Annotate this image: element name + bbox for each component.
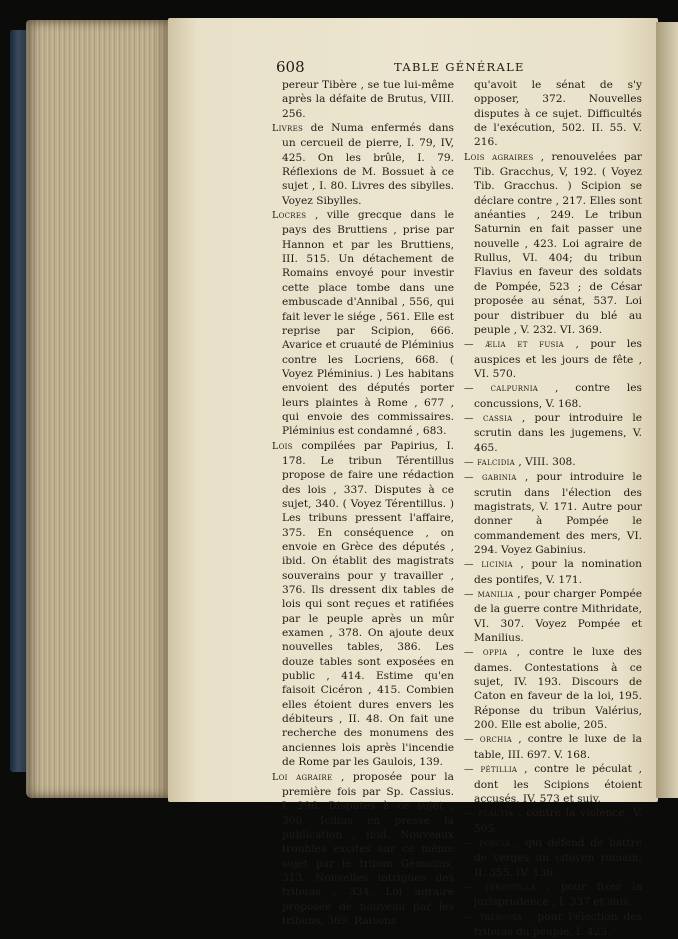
index-entry-heading: Loi agraire [272, 771, 333, 783]
index-entry-heading: — cassia [464, 412, 513, 424]
index-entry [464, 455, 642, 470]
index-entry-text: qu'avoit le sénat de s'y opposer, 372. Nouvelles disputes à ce sujet. Difficultés de l'exécution, 502. II. 55. V. 216. [474, 79, 642, 149]
index-entry-text: , pour les auspices et les jours de fête , VI. 570. [474, 338, 642, 380]
index-entry-text: , contre le luxe de la table, III. 697. V. 168. [474, 733, 642, 761]
index-entry-heading: — gabinia [464, 472, 517, 484]
index-entry [272, 439, 454, 770]
index-entry-heading: — falcidia [464, 456, 516, 468]
index-entry-text: , pour introduire le scrutin dans les jugemens, V. 465. [474, 411, 643, 454]
index-entry-text: , contre le luxe des dames. Contestations à ce sujet, IV. 193. Discours de Caton en faveur de la loi, 195. Réponse du tribun Valérius, 200. Elle est abolie, 205. [474, 646, 642, 732]
index-entry-heading: Livres [272, 123, 304, 135]
index-entry-text: , pour l'élection des tribuns du peuple, I. 423. [474, 910, 642, 938]
index-entry [464, 78, 642, 150]
index-entry [272, 770, 454, 929]
index-entry-text: , proposée pour la première fois par Sp. Cassius. I. 296. Disputes à ce sujet , 300. Icilius en presse la publication , ibid. Nouveaux troubles excités sur ce même sujet par le tribun Génucius, 313. Nouvelles intrigues des tribuns , 334. Loi agraire proposée de nouveau par les tribuns, 369. Raisons [282, 770, 454, 927]
page-fore-edge [26, 20, 171, 798]
index-entry [464, 880, 642, 910]
index-entry-text: , pour charger Pompée de la guerre contre Mithridate, VI. 307. Voyez Pompée et Manilius. [474, 588, 642, 645]
index-entry [464, 557, 642, 587]
index-entry [464, 150, 642, 337]
index-column-right [464, 78, 642, 939]
index-entry-text: , contre la violence, V. 505. [474, 807, 642, 835]
index-entry [464, 762, 642, 806]
index-entry-heading: — térentilla [464, 881, 536, 893]
index-entry-heading: — oppia [464, 647, 508, 659]
page-number: 608 [276, 58, 305, 76]
index-entry-text: , qui défend de battre de verges un citoyen romain, II. 355. IV. 136. [474, 836, 642, 879]
facing-page-edge [656, 22, 678, 798]
index-entry [464, 411, 642, 455]
index-entry-heading: — ælia et fusia [464, 339, 565, 351]
index-entry [464, 910, 642, 939]
index-entry-heading: Lois [272, 440, 293, 452]
index-entry-heading: — plautia [464, 808, 514, 820]
index-entry-text: , renouvelées par Tib. Gracchus, V, 192. ( Voyez Tib. Gracchus. ) Scipion se déclare contre , 217. Elles sont anéanties , 249. Le tribun Saturnin en fait passer une nouvelle , 423. Loi agraire de Rullus, VI. 404; du tribun Flavius en faveur des soldats de Pompée, 523 ; de César proposée au sénat, 537. Loi pour distribuer du blé au peuple , V. 232. VI. 369. [474, 150, 642, 336]
index-entry-text: , pour la nomination des pontifes, V. 171. [474, 558, 643, 586]
index-entry [464, 381, 642, 411]
index-entry [464, 337, 642, 381]
index-entry-heading: Locres [272, 210, 307, 222]
index-entry [464, 587, 642, 645]
index-entry-text: , ville grecque dans le pays des Bruttiens , prise par Hannon et par les Bruttiens, III. 515. Un détachement de Romains envoyé pour investir cette place tombe dans une embuscade d'Annibal , 556, qui fait lever le siége , 561. Elle est reprise par Scipion, 666. Avarice et cruauté de Pléminius contre les Locriens, 668. ( Voyez Pléminius. ) Les habitans envoient des députés porter leurs plaintes à Rome , 677 , qui envoie des commissaires. Pléminius est condamné , 683. [282, 209, 454, 438]
index-entry [464, 836, 642, 880]
index-entry [464, 470, 642, 557]
index-entry [272, 121, 454, 208]
index-column-left [272, 78, 454, 928]
index-entry-heading: — calpurnia [464, 383, 539, 395]
index-entry [464, 732, 642, 762]
index-entry-text: , pour fixer la jurisprudence , I. 337 et suiv. [474, 880, 642, 909]
index-entry-text: , VIII. 308. [518, 455, 576, 468]
index-entry-text: pereur Tibère , se tue lui-même après la défaite de Brutus, VIII. 256. [282, 79, 454, 120]
index-entry-text: , pour introduire le scrutin dans l'élection des magistrats, V. 171. Autre pour donner à Pompée le commandement des mers, VI. 294. Voyez Gabinius. [474, 471, 642, 556]
index-entry-heading: — pétillia [464, 764, 518, 776]
running-head: TABLE GÉNÉRALE [394, 60, 525, 74]
index-entry [272, 208, 454, 439]
index-entry [464, 645, 642, 732]
index-entry-heading: — manilia [464, 589, 514, 601]
index-entry [464, 806, 642, 836]
index-entry-heading: — porcia [464, 837, 511, 849]
index-entry-heading: Lois agraires [464, 151, 534, 163]
index-entry [272, 78, 454, 121]
index-entry-text: , contre le péculat , dont les Scipions étoient accusés, IV. 573 et suiv. [474, 763, 642, 805]
index-entry-text: compilées par Papirius, I. 178. Le tribun Térentillus propose de faire une rédaction des lois , 337. Disputes à ce sujet, 340. ( Voyez Térentillus. ) Les tribuns pressent l'affaire, 375. En conséquence , on envoie en Grèce des députés , ibid. On établit des magistrats souverains pour y travailler , 376. Ils dressent dix tables de lois qui sont reçues et ratifiées par le peuple après un mûr examen , 378. On ajoute deux nouvelles tables, 386. Les douze tables sont exposées en public , 414. Estime qu'en faisoit Cicéron , 415. Combien elles étoient dures envers les débiteurs , II. 48. On fait une recherche des monumens des anciennes lois après l'incendie de Rome par les Gaulois, 139. [282, 439, 454, 769]
index-entry-heading: — licinia [464, 559, 513, 571]
index-entry-text: de Numa enfermés dans un cercueil de pierre, I. 79, IV, 425. On les brûle, I. 79. Réflexions de M. Bossuet à ce sujet , I. 80. Livres des sibylles. Voyez Sibylles. [282, 122, 454, 207]
index-entry-text: , contre les concussions, V. 168. [474, 382, 642, 410]
index-entry-heading: — orchia [464, 734, 513, 746]
index-entry-heading: — trébonia [464, 911, 523, 923]
